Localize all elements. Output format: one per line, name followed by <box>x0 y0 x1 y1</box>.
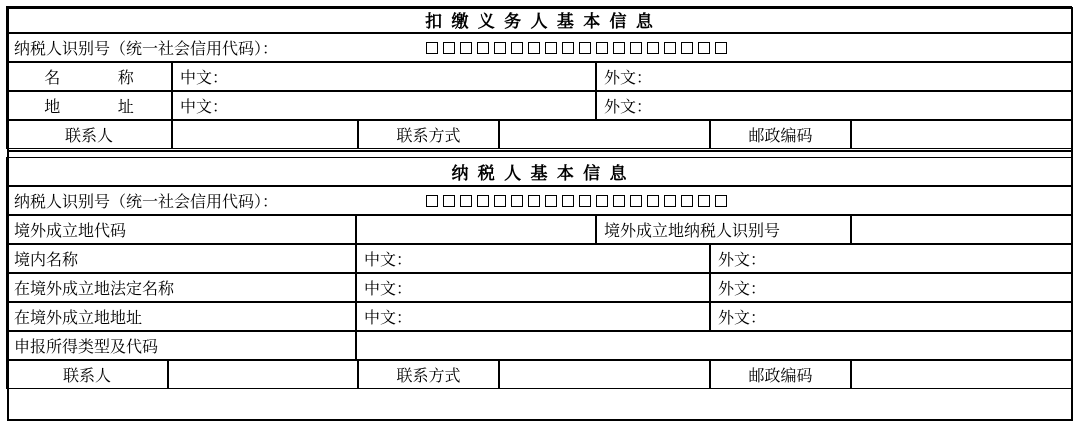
id-char-box[interactable] <box>545 195 557 207</box>
domestic-name-label: 境内名称 <box>6 244 356 273</box>
overseas-place-code-field[interactable] <box>356 215 596 244</box>
taxpayer-id-label: 纳税人识别号（统一社会信用代码）： <box>14 192 279 211</box>
id-char-box[interactable] <box>664 195 676 207</box>
overseas-address-foreign-field[interactable]: 外文： <box>710 302 1072 331</box>
overseas-legal-name-foreign-field[interactable]: 外文： <box>710 273 1072 302</box>
id-char-box[interactable] <box>579 42 591 54</box>
id-char-box[interactable] <box>630 42 642 54</box>
withholder-taxpayer-id-row <box>6 33 1072 62</box>
id-char-box[interactable] <box>562 42 574 54</box>
id-char-box[interactable] <box>494 195 506 207</box>
taxpayer-contact-method-field[interactable] <box>499 360 710 389</box>
income-type-field[interactable] <box>356 331 1072 360</box>
id-char-box[interactable] <box>460 195 472 207</box>
id-char-box[interactable] <box>630 195 642 207</box>
taxpayer-id-boxes[interactable] <box>426 187 732 214</box>
id-char-box[interactable] <box>477 42 489 54</box>
id-char-box[interactable] <box>545 42 557 54</box>
withholder-contact-method-field[interactable] <box>499 120 710 149</box>
id-char-box[interactable] <box>596 42 608 54</box>
id-char-box[interactable] <box>664 42 676 54</box>
overseas-address-label: 在境外成立地地址 <box>6 302 356 331</box>
domestic-name-chinese-field[interactable]: 中文： <box>356 244 710 273</box>
withholder-taxpayer-id-label: 纳税人识别号（统一社会信用代码）： <box>14 39 279 58</box>
taxpayer-postal-code-label: 邮政编码 <box>710 360 851 389</box>
withholder-taxpayer-id-boxes[interactable] <box>426 34 732 61</box>
withholder-postal-code-field[interactable] <box>851 120 1072 149</box>
id-char-box[interactable] <box>681 195 693 207</box>
id-char-box[interactable] <box>528 195 540 207</box>
withholder-contact-label: 联系人 <box>6 120 172 149</box>
taxpayer-contact-field[interactable] <box>168 360 358 389</box>
id-char-box[interactable] <box>698 195 710 207</box>
id-char-box[interactable] <box>681 42 693 54</box>
id-char-box[interactable] <box>715 195 727 207</box>
taxpayer-section-title: 纳税人基本信息 <box>6 157 1072 186</box>
withholder-postal-code-label: 邮政编码 <box>710 120 851 149</box>
id-char-box[interactable] <box>426 42 438 54</box>
id-char-box[interactable] <box>528 42 540 54</box>
withholder-name-chinese-field[interactable]: 中文： <box>172 62 596 91</box>
taxpayer-id-row <box>6 186 1072 215</box>
withholder-address-chinese-field[interactable]: 中文： <box>172 91 596 120</box>
id-char-box[interactable] <box>562 195 574 207</box>
overseas-legal-name-chinese-field[interactable]: 中文： <box>356 273 710 302</box>
domestic-name-foreign-field[interactable]: 外文： <box>710 244 1072 273</box>
id-char-box[interactable] <box>426 195 438 207</box>
section-divider <box>7 150 1073 152</box>
withholder-contact-method-label: 联系方式 <box>358 120 499 149</box>
withholder-name-foreign-field[interactable]: 外文： <box>596 62 1072 91</box>
taxpayer-postal-code-field[interactable] <box>851 360 1072 389</box>
id-char-box[interactable] <box>460 42 472 54</box>
overseas-taxpayer-id-field[interactable] <box>851 215 1072 244</box>
id-char-box[interactable] <box>443 195 455 207</box>
id-char-box[interactable] <box>647 195 659 207</box>
id-char-box[interactable] <box>443 42 455 54</box>
id-char-box[interactable] <box>579 195 591 207</box>
id-char-box[interactable] <box>511 42 523 54</box>
id-char-box[interactable] <box>596 195 608 207</box>
overseas-taxpayer-id-label: 境外成立地纳税人识别号 <box>596 215 851 244</box>
withholder-address-label: 地 址 <box>6 91 172 120</box>
withholder-address-foreign-field[interactable]: 外文： <box>596 91 1072 120</box>
id-char-box[interactable] <box>647 42 659 54</box>
id-char-box[interactable] <box>494 42 506 54</box>
withholder-name-label: 名 称 <box>6 62 172 91</box>
id-char-box[interactable] <box>613 42 625 54</box>
id-char-box[interactable] <box>698 42 710 54</box>
tax-info-form <box>7 7 1073 421</box>
income-type-label: 申报所得类型及代码 <box>6 331 356 360</box>
id-char-box[interactable] <box>477 195 489 207</box>
taxpayer-contact-label: 联系人 <box>6 360 168 389</box>
overseas-address-chinese-field[interactable]: 中文： <box>356 302 710 331</box>
overseas-legal-name-label: 在境外成立地法定名称 <box>6 273 356 302</box>
withholder-section-title: 扣缴义务人基本信息 <box>6 6 1072 33</box>
id-char-box[interactable] <box>511 195 523 207</box>
id-char-box[interactable] <box>613 195 625 207</box>
overseas-place-code-label: 境外成立地代码 <box>6 215 356 244</box>
withholder-contact-field[interactable] <box>172 120 358 149</box>
taxpayer-contact-method-label: 联系方式 <box>358 360 499 389</box>
id-char-box[interactable] <box>715 42 727 54</box>
